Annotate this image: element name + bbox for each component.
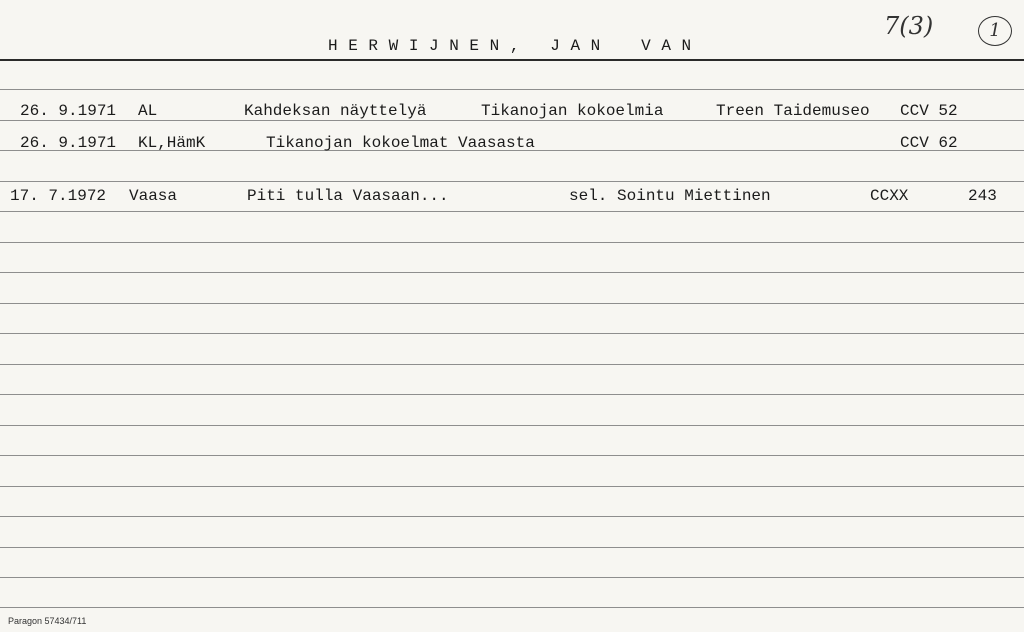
- ruled-line: [0, 272, 1024, 273]
- ruled-line: [0, 394, 1024, 395]
- entry-ref: CCV 62: [900, 134, 958, 152]
- ruled-line: [0, 89, 1024, 90]
- ruled-line: [0, 455, 1024, 456]
- circled-number: 1: [978, 16, 1012, 46]
- ruled-line: [0, 120, 1024, 121]
- ruled-line: [0, 577, 1024, 578]
- ruled-line: [0, 547, 1024, 548]
- ruled-line: [0, 486, 1024, 487]
- ruled-line: [0, 607, 1024, 608]
- entry-source: KL,HämK: [138, 134, 206, 152]
- entry-source: Vaasa: [129, 187, 178, 205]
- heading-rule: [0, 59, 1024, 61]
- entry-title: Piti tulla Vaasaan...: [247, 187, 449, 205]
- entry-extra: Treen Taidemuseo: [716, 102, 870, 120]
- handwritten-number: 7(3): [884, 12, 934, 40]
- ruled-line: [0, 364, 1024, 365]
- entry-source: AL: [138, 102, 158, 120]
- entry-detail: sel. Sointu Miettinen: [569, 187, 771, 205]
- entry-title: Tikanojan kokoelmat Vaasasta: [266, 134, 535, 152]
- print-footer: Paragon 57434/711: [8, 616, 87, 626]
- ruled-line: [0, 425, 1024, 426]
- ruled-line: [0, 211, 1024, 212]
- entry-date: 26. 9.1971: [20, 134, 117, 152]
- entry-page: 243: [968, 187, 997, 205]
- entry-ref: CCV 52: [900, 102, 958, 120]
- entry-detail: Tikanojan kokoelmia: [481, 102, 664, 120]
- ruled-line: [0, 516, 1024, 517]
- entry-title: Kahdeksan näyttelyä: [244, 102, 427, 120]
- ruled-line: [0, 333, 1024, 334]
- card-heading: H E R W I J N E N , J A N V A N: [328, 37, 692, 55]
- ruled-line: [0, 303, 1024, 304]
- ruled-line: [0, 242, 1024, 243]
- entry-date: 26. 9.1971: [20, 102, 117, 120]
- entry-date: 17. 7.1972: [10, 187, 107, 205]
- ruled-line: [0, 181, 1024, 182]
- entry-ref: CCXX: [870, 187, 909, 205]
